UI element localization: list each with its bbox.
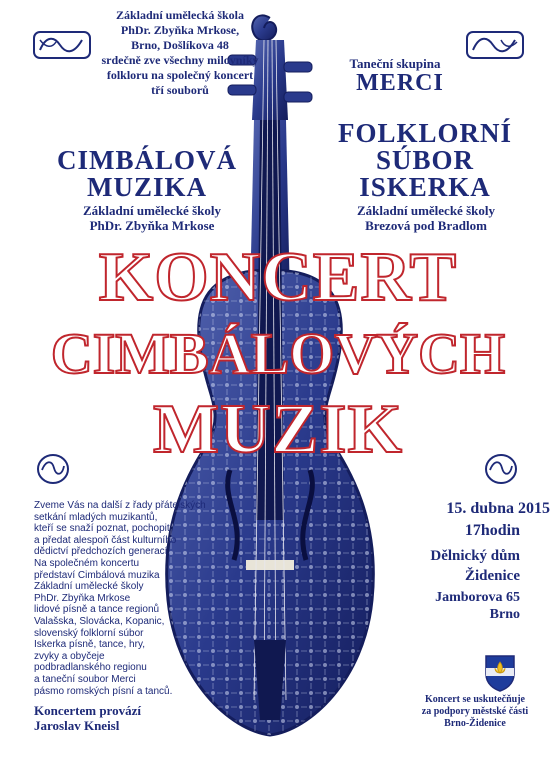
invitation-line: Brno, Došlíkova 48	[131, 38, 229, 52]
host-label: Koncertem provází	[34, 703, 141, 718]
event-time	[410, 522, 520, 540]
ensemble-left-title	[22, 147, 272, 201]
ensemble-left-sub-line: PhDr. Zbyňka Mrkose	[89, 218, 215, 233]
ensemble-left-subtitle	[42, 203, 262, 233]
ensemble-right-title-line: FOLKLORNÍ	[337, 118, 513, 148]
sponsor-line: Brno-Židenice	[444, 718, 506, 729]
invitation-line: tří souborů	[151, 83, 209, 97]
event-venue-district: Židenice	[465, 568, 520, 584]
ensemble-right-title	[300, 120, 550, 201]
ensemble-left-sub-line: Základní umělecké školy	[83, 203, 221, 218]
description-line: pásmo romských písní a tanců.	[34, 685, 173, 697]
description-line: podbradlanského regionu	[34, 662, 147, 674]
description-line: Na společném koncertu	[34, 557, 140, 569]
event-time-word: hodin	[480, 522, 520, 539]
description-line: a předat alespoň část kulturního	[34, 534, 177, 546]
dance-group-label: Taneční skupina	[349, 56, 441, 71]
coat-of-arms-icon	[484, 654, 516, 692]
sponsor-note	[400, 694, 550, 730]
description-line: dědictví předchozích generací.	[34, 546, 171, 558]
description-text	[34, 500, 254, 697]
description-line: PhDr. Zbyňka Mrkose	[34, 592, 131, 604]
sponsor-line: za podpory městské části	[421, 706, 529, 717]
host-credit	[34, 703, 234, 733]
main-title-line-3: MUZIK	[153, 391, 403, 468]
description-line: lidové písně a tance regionů	[34, 604, 160, 616]
ensemble-right-sub-line: Brezová pod Bradlom	[365, 218, 487, 233]
ensemble-left-title-line: CIMBÁLOVÁ	[56, 145, 237, 175]
invitation-line: folkloru na společný koncert	[106, 68, 254, 82]
host-name: Jaroslav Kneisl	[34, 718, 120, 733]
sponsor-line: Koncert se uskutečňuje	[425, 694, 525, 705]
event-city: Brno	[489, 607, 520, 622]
invitation-line: Základní umělecká škola	[115, 8, 245, 22]
invitation-line: PhDr. Zbyňka Mrkose,	[120, 23, 240, 37]
ensemble-right-subtitle	[316, 203, 536, 233]
dance-group-name: MERCI	[356, 70, 444, 96]
main-title-line-2: CIMBÁLOVÝCH	[50, 321, 506, 386]
description-line: slovenský folklorní súbor	[34, 627, 144, 639]
description-line: setkání mladých muzikantů,	[34, 511, 158, 523]
invitation-line: srdečně zve všechny milovníky	[101, 53, 259, 67]
event-date: 15. dubna 2015	[446, 500, 550, 517]
ensemble-right-sub-line: Základní umělecké školy	[357, 203, 495, 218]
description-line: Základní umělecké školy	[34, 581, 144, 593]
description-line: zvyky a obyčeje	[34, 650, 105, 662]
invitation-text	[80, 8, 280, 98]
event-address: Jamborova 65	[435, 590, 520, 605]
description-line: Zveme Vás na další z řady přátelských	[34, 500, 206, 511]
description-line: Iskerka písně, tance, hry,	[34, 639, 145, 651]
description-line: kteří se snaží poznat, pochopit	[34, 523, 170, 535]
event-time-number: 17	[464, 522, 481, 539]
ensemble-right-title-line: ISKERKA	[359, 172, 491, 202]
ensemble-right-title-line: SÚBOR	[375, 145, 475, 175]
event-venue: Dělnický dům	[430, 548, 520, 564]
description-line: představí Cimbálová muzika	[34, 569, 160, 581]
description-line: Valašska, Slovácka, Kopanic,	[34, 615, 165, 627]
description-line: a taneční soubor Merci	[34, 673, 136, 685]
ensemble-left-title-line: MUZIKA	[87, 172, 207, 202]
main-title-line-1: KONCERT	[98, 239, 458, 316]
folk-ornament-icon	[465, 30, 525, 60]
